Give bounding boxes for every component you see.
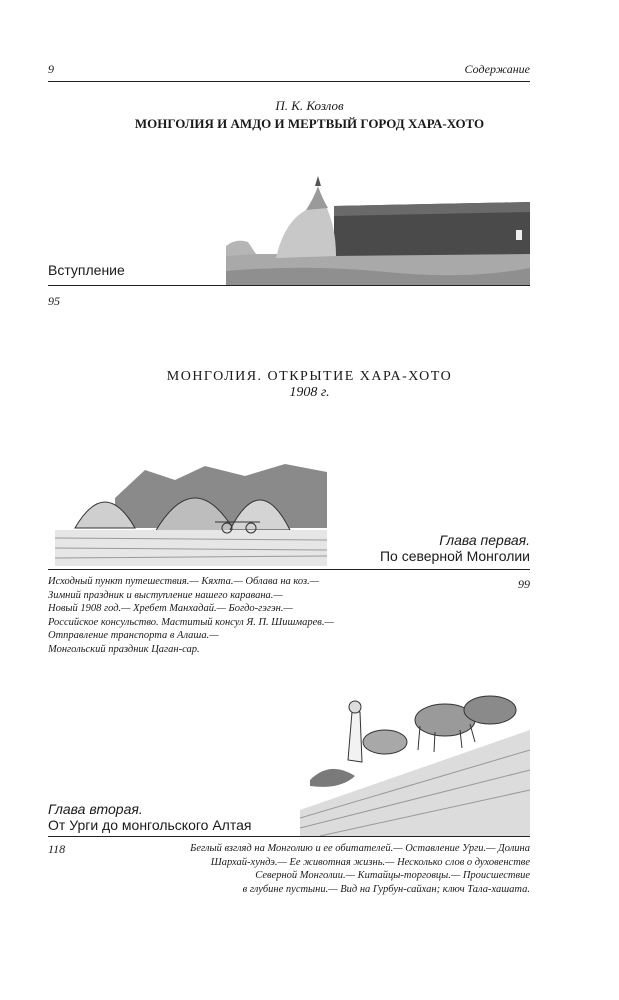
summary-line: Монгольский праздник Цаган-сар.	[48, 643, 200, 655]
intro-label: Вступление	[48, 262, 125, 278]
summary-line: Новый 1908 год.— Хребет Манхадай.— Богдо-гэгэн.—	[48, 603, 293, 614]
intro-page: 95	[48, 294, 60, 308]
part-title: МОНГОЛИЯ. ОТКРЫТИЕ ХАРА-ХОТО	[166, 369, 453, 384]
chapter2-summary	[190, 842, 530, 896]
chapter1-title: По северной Монголии	[379, 548, 530, 564]
summary-line: Исходный пункт путешествия.— Кяхта.— Облава на коз.—	[48, 576, 320, 587]
summary-line: Беглый взгляд на Монголию и ее обитателей.— Оставление Урги.— Долина	[190, 843, 530, 854]
yurts-engraving	[55, 458, 327, 566]
chapter1-rule	[48, 569, 530, 570]
part-year: 1908 г.	[289, 385, 330, 400]
chapter1-summary	[48, 575, 334, 656]
chapter2-title: От Урги до монгольского Алтая	[48, 817, 252, 833]
book-title: МОНГОЛИЯ И АМДО И МЕРТВЫЙ ГОРОД ХАРА-ХОТО	[134, 116, 485, 131]
fortress-photo	[226, 176, 530, 286]
chapter2-number: Глава вторая.	[48, 801, 143, 817]
page-number: 9	[48, 62, 54, 76]
summary-line: в глубине пустыни.— Вид на Гурбун-сайхан; ключ Тала-хашата.	[242, 883, 530, 895]
chapter1-page: 99	[518, 577, 530, 591]
chapter2-rule	[48, 836, 530, 837]
book-author: П. К. Козлов	[275, 98, 344, 113]
chapter1-number: Глава первая.	[439, 532, 530, 548]
caravan-engraving	[300, 690, 530, 836]
summary-line: Российское консульство. Маститый консул Я. П. Шишмарев.—	[48, 616, 334, 628]
summary-line: Шархай-хундэ.— Ее животная жизнь.— Несколько слов о духовенстве	[210, 856, 530, 868]
running-head: Содержание	[464, 62, 530, 76]
summary-line: Северной Монголии.— Китайцы-торговцы.— Происшествие	[255, 870, 530, 881]
intro-rule	[48, 285, 530, 286]
chapter2-page: 118	[48, 842, 66, 856]
summary-line: Зимний праздник и выступление нашего каравана.—	[48, 589, 283, 601]
summary-line: Отправление транспорта в Алаша.—	[48, 630, 219, 641]
header-rule	[48, 81, 530, 82]
